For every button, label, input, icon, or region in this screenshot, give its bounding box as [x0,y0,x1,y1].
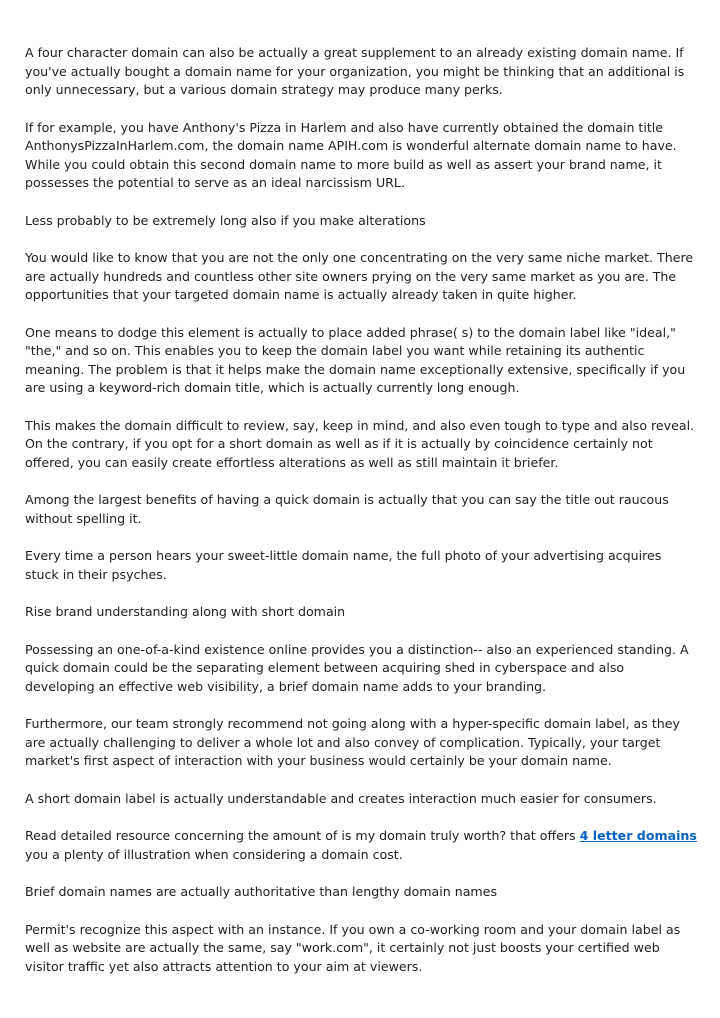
paragraph: A short domain label is actually understandable and creates interaction much easier for consumers. [25,790,657,806]
paragraph: Permit's recognize this aspect with an instance. If you own a co-working room and your domain label as well as website are actually the same, say "work.com", it certainly not just boosts your certified web visitor traffic yet also attracts attention to your aim at viewers. [25,921,681,974]
paragraph: Less probably to be extremely long also if you make alterations [25,212,426,228]
four-letter-domains-link[interactable]: 4 letter domains [579,828,697,843]
paragraph-with-link [25,827,697,864]
paragraph: Rise brand understanding along with short domain [25,604,346,619]
paragraph: Among the largest benefits of having a quick domain is actually that you can say the title out raucous without spelling it. [25,492,669,526]
paragraph: You would like to know that you are not the only one concentrating on the very same niche market. There are actually hundreds and countless other site owners prying on the very same market as you are. The opportunities that your targeted domain name is actually already taken in quite higher. [25,250,694,302]
link-paragraph-before: Read detailed resource concerning the amount of is my domain truly worth? that offers [25,828,580,843]
paragraph: Furthermore, our team strongly recommend not going along with a hyper-specific domain label, as they are actually challenging to deliver a whole lot and also convey of complication. Typically, your target market's first aspect of interaction with your business would certainly be your domain name. [25,716,680,768]
paragraph: Brief domain names are actually authoritative than lengthy domain names [25,884,498,899]
document-body [25,44,697,995]
paragraph: If for example, you have Anthony's Pizza in Harlem and also have currently obtained the domain title AnthonysPizzaInHarlem.com, the domain name APIH.com is wonderful alternate domain name to have. While you could obtain this second domain name to more build as well as assert your brand name, it possesses the potential to serve as an ideal narcissism URL. [25,119,677,190]
paragraph: A four character domain can also be actually a great supplement to an already existing domain name. If you've actually bought a domain name for your organization, you might be thinking that an additional is only unnecessary, but a various domain strategy may produce many perks. [25,45,685,97]
paragraph: This makes the domain difficult to review, say, keep in mind, and also even tough to type and also reveal. On the contrary, if you opt for a short domain as well as if it is actually by coincidence certainly not offered, you can easily create effortless alterations as well as still maintain it briefer. [25,417,695,470]
paragraph: Every time a person hears your sweet-little domain name, the full photo of your advertising acquires stuck in their psyches. [25,548,662,582]
link-paragraph-after: you a plenty of illustration when considering a domain cost. [25,846,403,862]
paragraph: One means to dodge this element is actually to place added phrase( s) to the domain label like "ideal," "the," and so on. This enables you to keep the domain label you want while retaining its authentic meaning. The problem is that it helps make the domain name exceptionally extensive, specifically if you are using a keyword-rich domain title, which is actually currently long enough. [25,324,686,395]
paragraph: Possessing an one-of-a-kind existence online provides you a distinction-- also an experienced standing. A quick domain could be the separating element between acquiring shed in cyberspace and also developing an effective web visibility, a brief domain name adds to your branding. [25,641,689,694]
